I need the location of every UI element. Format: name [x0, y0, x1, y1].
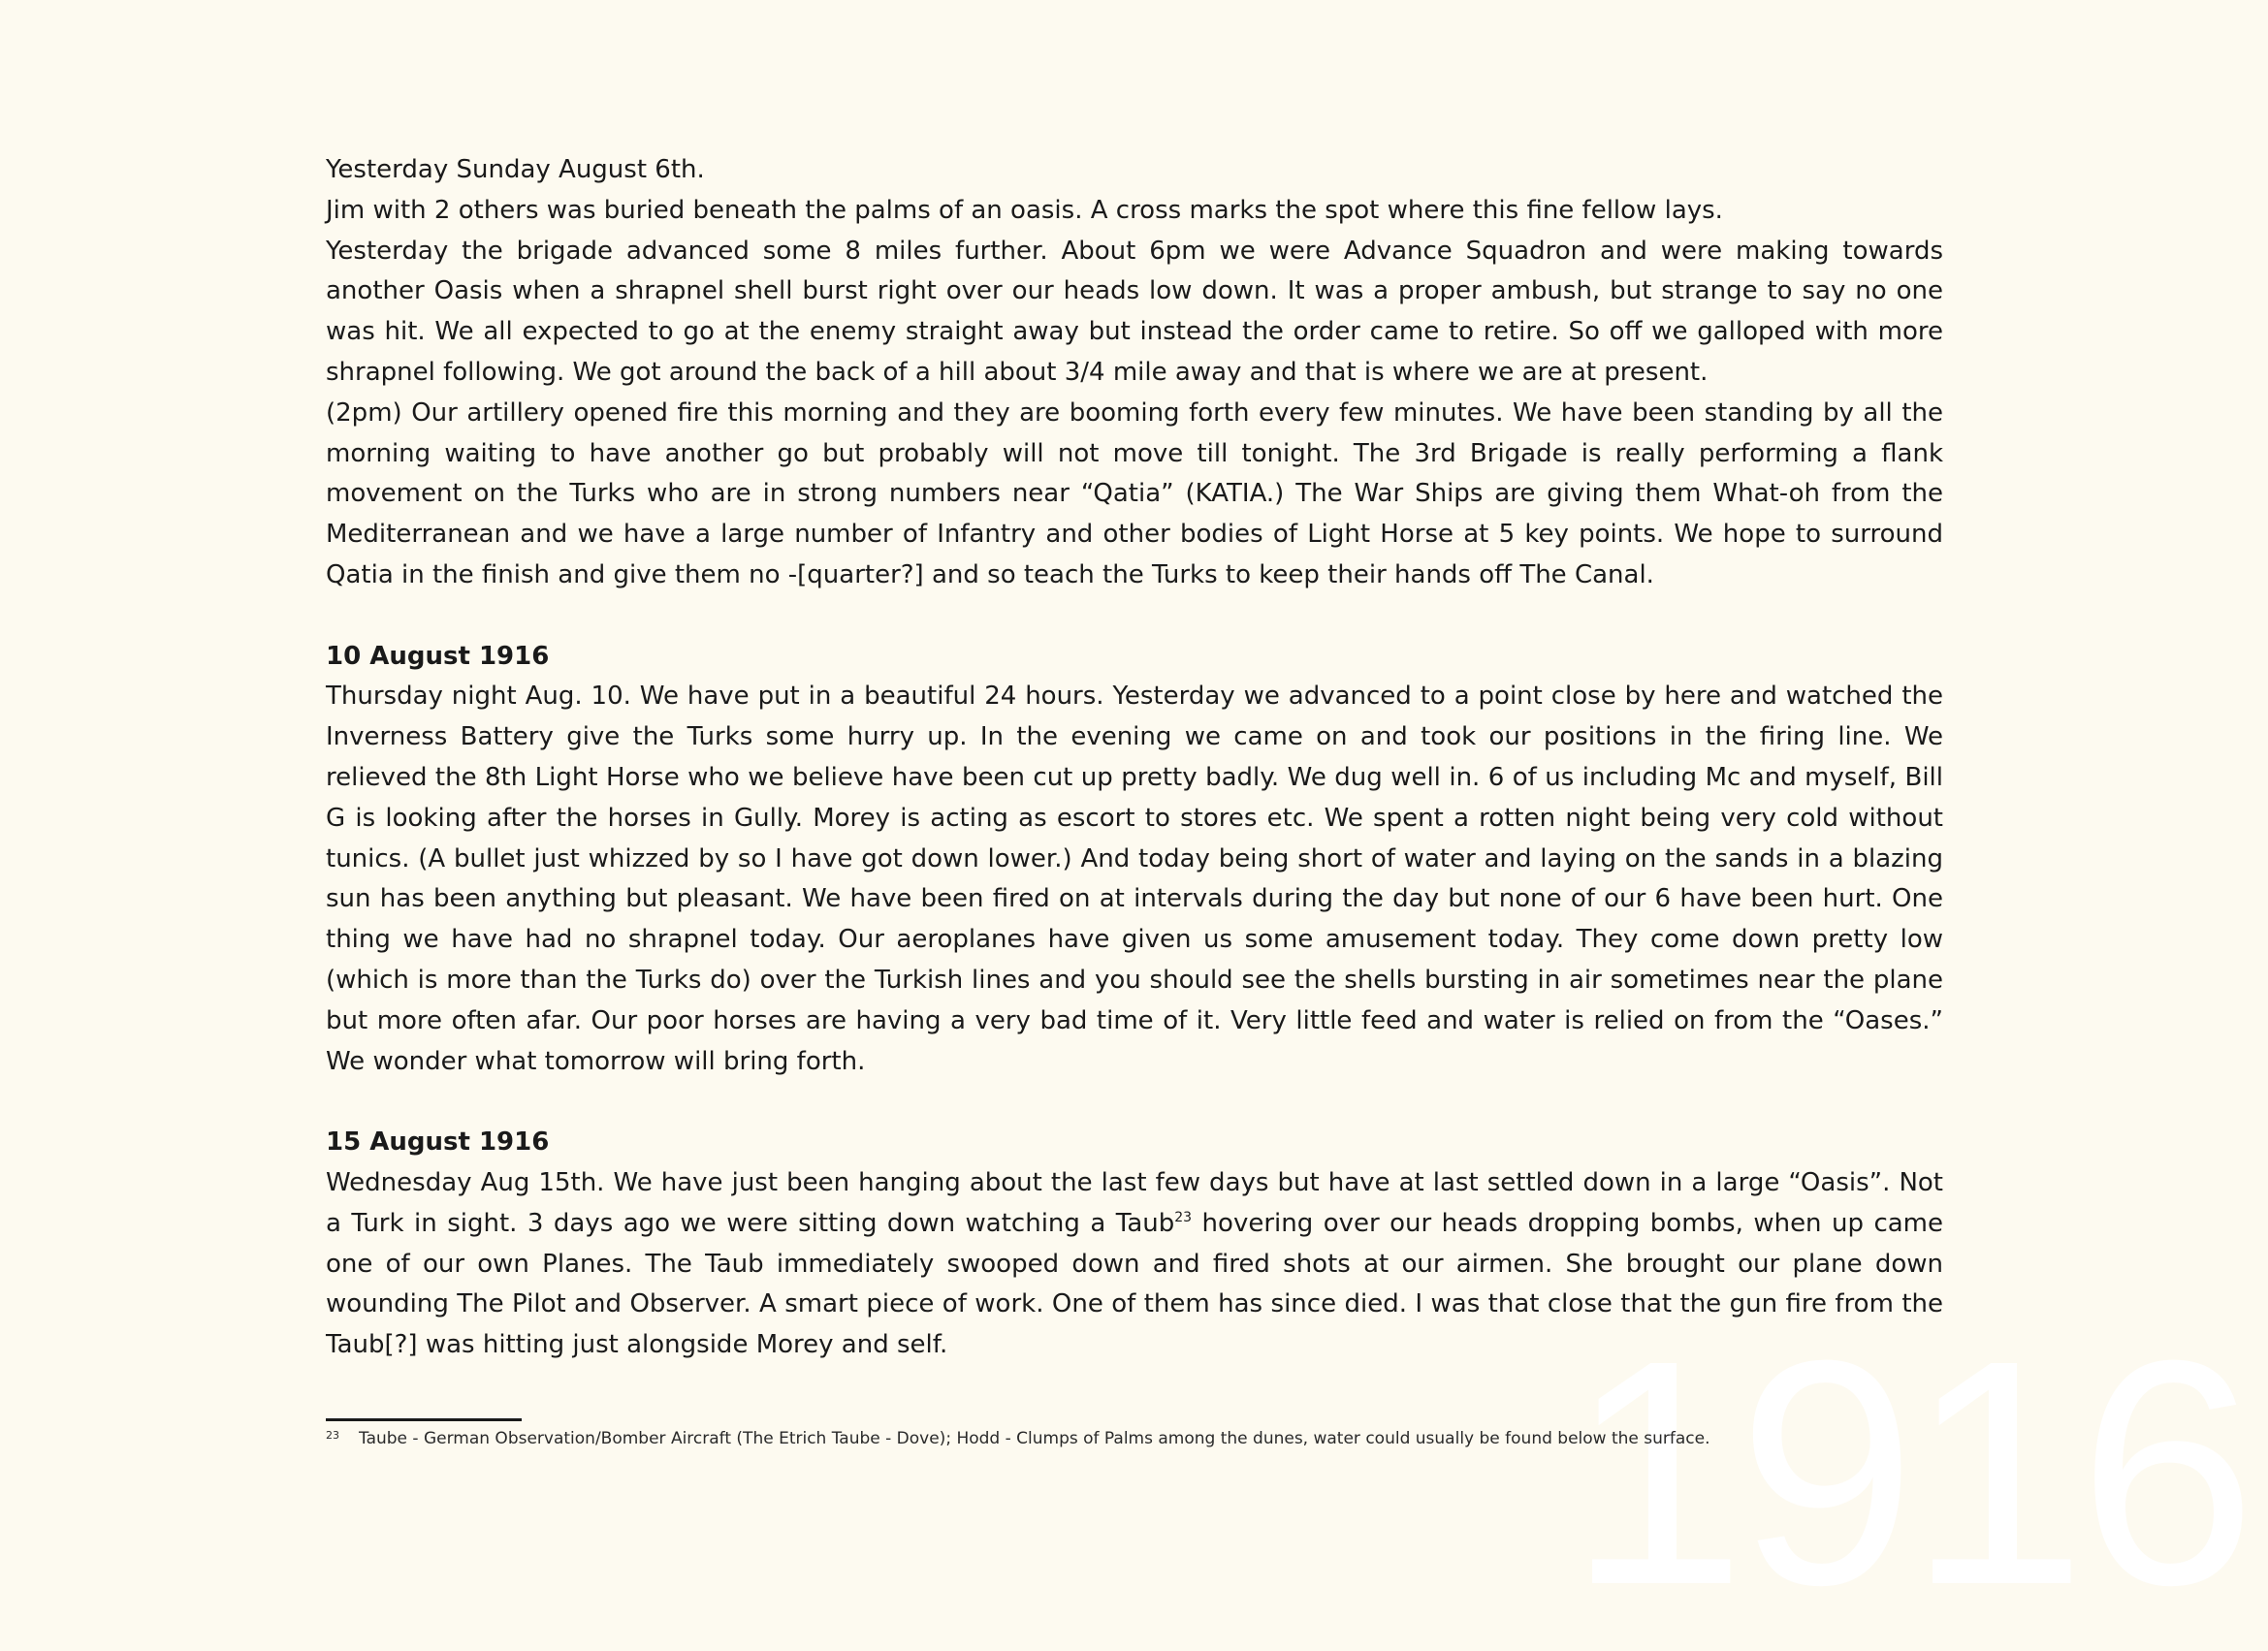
footnote-text: Taube - German Observation/Bomber Aircraft (The Etrich Taube - Dove); Hodd - Clumps of Palms among the dunes, water could usually be found below the surface.	[359, 1429, 1710, 1448]
diary-entry-august-10	[326, 637, 1943, 1083]
diary-entry-august-15	[326, 1123, 1943, 1366]
diary-entry-august-6	[326, 150, 1943, 596]
entry-paragraph	[326, 1163, 1943, 1366]
entry-paragraph: Thursday night Aug. 10. We have put in a beautiful 24 hours. Yesterday we advanced to a point close by here and watched the Inverness Battery give the Turks some hurry up. In the evening we came on and took our positions in the firing line. We relieved the 8th Light Horse who we believe have been cut up pretty badly. We dug well in. 6 of us including Mc and myself, Bill G is looking after the horses in Gully. Morey is acting as escort to stores etc. We spent a rotten night being very cold without tunics. (A bullet just whizzed by so I have got down lower.) And today being short of water and laying on the sands in a blazing sun has been anything but pleasant. We have been fired on at intervals during the day but none of our 6 have been hurt. One thing we have had no shrapnel today. Our aeroplanes have given us some amusement today. They come down pretty low (which is more than the Turks do) over the Turkish lines and you should see the shells bursting in air sometimes near the plane but more often afar. Our poor horses are having a very bad time of it. Very little feed and water is relied on from the “Oases.” We wonder what tomorrow will bring forth.	[326, 682, 1943, 1076]
entry-date-heading: 10 August 1916	[326, 641, 550, 671]
footnote-divider	[326, 1418, 522, 1421]
footnote	[326, 1429, 1710, 1448]
diary-page	[326, 150, 1943, 1366]
entry-paragraph: Yesterday Sunday August 6th.	[326, 155, 705, 184]
paragraph-text-before-ref: Wednesday Aug 15th. We have just been hanging about the last few days but have at last settled down in a large “Oasis”. Not a Turk in sight. 3 days ago we were sitting down watching a Taub	[326, 1167, 1943, 1238]
year-watermark: 1916	[1567, 1293, 2249, 1651]
footnote-reference: 23	[1174, 1209, 1193, 1225]
entry-date-heading: 15 August 1916	[326, 1127, 550, 1158]
entry-paragraph: (2pm) Our artillery opened fire this morning and they are booming forth every few minutes. We have been standing by all the morning waiting to have another go but probably will not move till tonight. The 3rd Brigade is really performing a flank movement on the Turks who are in strong numbers near “Qatia” (KATIA.) The War Ships are giving them What-oh from the Mediterranean and we have a large number of Infantry and other bodies of Light Horse at 5 key points. We hope to surround Qatia in the finish and give them no -[quarter?] and so teach the Turks to keep their hands off The Canal.	[326, 397, 1943, 589]
footnote-number: 23	[326, 1429, 339, 1442]
paragraph-text-after-ref: hovering over our heads dropping bombs, when up came one of our own Planes. The Taub immediately swooped down and fired shots at our airmen. She brought our plane down wounding The Pilot and Observer. A smart piece of work. One of them has since died. I was that close that the gun fire from the Taub[?] was hitting just alongside Morey and self.	[326, 1208, 1944, 1360]
entry-paragraph: Jim with 2 others was buried beneath the palms of an oasis. A cross marks the spot where this fine fellow lays.	[326, 195, 1723, 225]
entry-paragraph: Yesterday the brigade advanced some 8 miles further. About 6pm we were Advance Squadron and were making towards another Oasis when a shrapnel shell burst right over our heads low down. It was a proper ambush, but strange to say no one was hit. We all expected to go at the enemy straight away but instead the order came to retire. So off we galloped with more shrapnel following. We got around the back of a hill about 3/4 mile away and that is where we are at present.	[326, 236, 1943, 387]
